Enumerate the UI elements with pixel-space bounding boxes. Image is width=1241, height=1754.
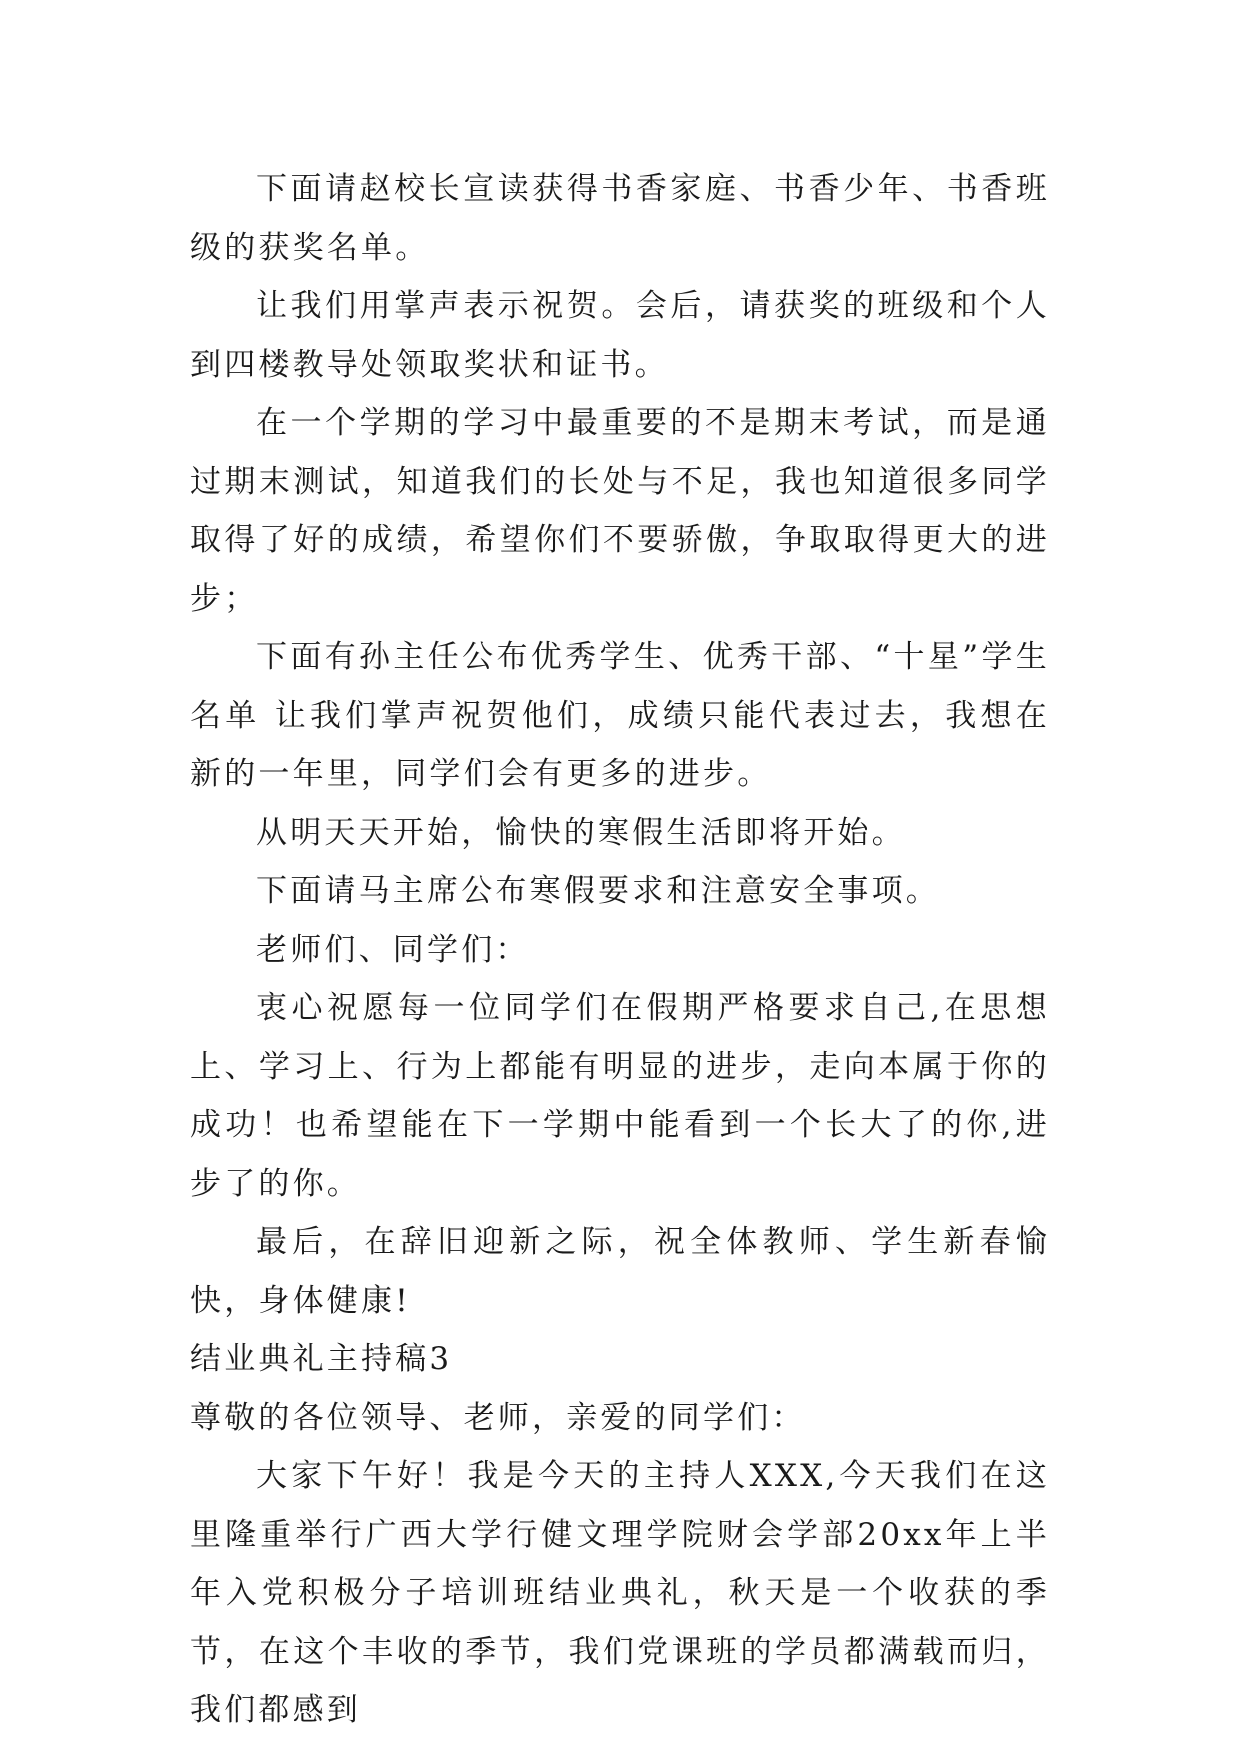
paragraph-applause: 让我们用掌声表示祝贺。会后，请获奖的班级和个人到四楼教导处领取奖状和证书。 — [190, 288, 1050, 383]
paragraph-opening: 大家下午好！我是今天的主持人XXX,今天我们在这里隆重举行广西大学行健文理学院财会学部20xx年上半年入党积极分子培训班结业典礼，秋天是一个收获的季节，在这个丰收的季节，我们党课班的学员都满载而归，我们都感到 — [190, 1458, 1050, 1728]
paragraph-award-list: 下面请赵校长宣读获得书香家庭、书香少年、书香班级的获奖名单。 — [190, 171, 1050, 266]
paragraph-excellent-students: 下面有孙主任公布优秀学生、优秀干部、“十星”学生名单 让我们掌声祝贺他们，成绩只能代表过去，我想在新的一年里，同学们会有更多的进步。 — [190, 639, 1050, 792]
paragraph-safety-notice: 下面请马主席公布寒假要求和注意安全事项。 — [256, 873, 940, 909]
paragraph-closing: 最后，在辞旧迎新之际，祝全体教师、学生新春愉快，身体健康! — [190, 1224, 1050, 1319]
paragraph-semester: 在一个学期的学习中最重要的不是期末考试，而是通过期末测试，知道我们的长处与不足，我也知道很多同学取得了好的成绩，希望你们不要骄傲，争取取得更大的进步； — [190, 405, 1050, 617]
document-page — [190, 160, 1050, 1740]
paragraph-greeting: 尊敬的各位领导、老师，亲爱的同学们： — [190, 1399, 806, 1436]
paragraph-wishes: 衷心祝愿每一位同学们在假期严格要求自己,在思想上、学习上、行为上都能有明显的进步，走向本属于你的成功！也希望能在下一学期中能看到一个长大了的你,进步了的你。 — [190, 990, 1050, 1202]
section-heading: 结业典礼主持稿3 — [190, 1341, 453, 1377]
paragraph-winter-break: 从明天天开始，愉快的寒假生活即将开始。 — [256, 814, 906, 851]
paragraph-salutation: 老师们、同学们： — [256, 931, 530, 968]
